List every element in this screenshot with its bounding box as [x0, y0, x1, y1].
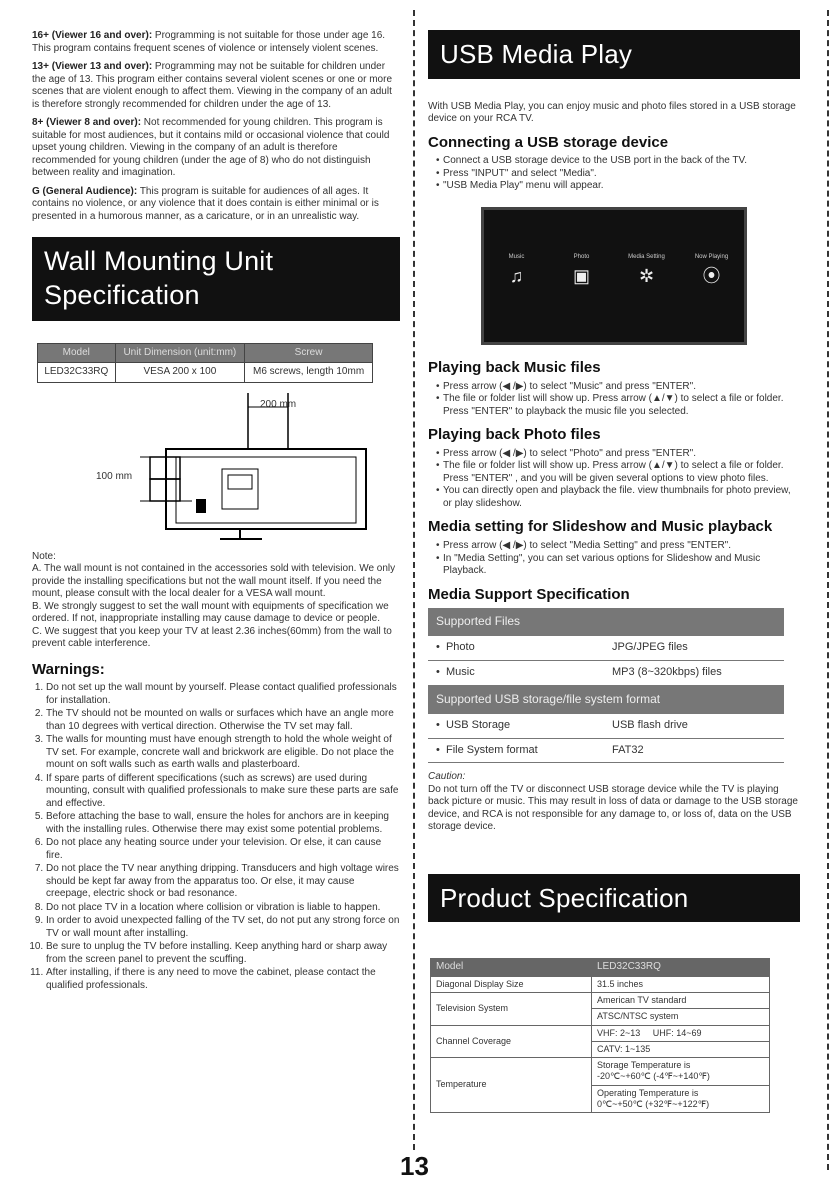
wall-table-cell: M6 screws, length 10mm — [245, 363, 373, 383]
usb-media-play-title: USB Media Play — [428, 30, 800, 79]
setting-item: • Press arrow (◀ /▶) to select "Media Setting" and press "ENTER". — [436, 540, 800, 553]
tv-menu-now-playing: Now Playing ⦿ — [682, 254, 742, 288]
usb-menu-screenshot — [481, 207, 747, 345]
rating-13: 13+ (Viewer 13 and over): Programming may not be suitable for children under the age of 13. This program either contains several violent scenes or one or more scenes that are violent enough to affect them. Viewing in the company of an adult is therefore strongly recommended for children under the age of 13. — [32, 61, 393, 110]
setting-item: • In "Media Setting", you can set various options for Slideshow and Music Playback. — [436, 553, 800, 578]
spec-cell: Storage Temperature is -20℃~+60℃ (-4℉~+140℉) — [592, 1058, 770, 1086]
center-divider — [413, 10, 415, 1150]
spec-cell: Operating Temperature is 0℃~+50℃ (+32℉~+122℉) — [592, 1085, 770, 1113]
right-column — [428, 0, 800, 1113]
warning-item: 8. Do not place TV in a location where collision or vibration is liable to happen. — [46, 902, 400, 915]
supported-files-header: Supported Files — [428, 608, 784, 636]
connect-title: Connecting a USB storage device — [428, 133, 669, 151]
setting-list — [428, 540, 800, 578]
spec-cell: Channel Coverage — [431, 1025, 592, 1058]
support-cell: File System format — [445, 743, 538, 756]
connect-item: • Connect a USB storage device to the USB port in the back of the TV. — [436, 155, 800, 168]
support-cell: JPG/JPEG files — [604, 636, 784, 661]
support-cell: USB flash drive — [604, 713, 784, 738]
page-number: 13 — [400, 1151, 429, 1181]
support-cell: MP3 (8~320kbps) files — [604, 661, 784, 686]
spec-cell: ATSC/NTSC system — [592, 1009, 770, 1025]
caution-label: Caution: — [428, 771, 466, 783]
warning-item: 1. Do not set up the wall mount by yourself. Please contact qualified professionals for installation. — [46, 682, 400, 707]
photo-icon: ▣ — [572, 266, 590, 287]
rating-8: 8+ (Viewer 8 and over): Not recommended for young children. This program is suitable for most audiences, but it contains mild or occasional violence that could upset young children. Viewing in the company of an adult is therefore recommended for young children (under the age of 8) who do not distinguish between reality and imagination. — [32, 117, 390, 178]
connect-item: • "USB Media Play" menu will appear. — [436, 180, 800, 193]
tv-menu-photo: Photo ▣ — [552, 254, 612, 288]
music-list — [428, 381, 800, 419]
wall-table-header: Unit Dimension (unit:mm) — [115, 343, 245, 363]
support-cell: Photo — [445, 641, 475, 654]
usb-intro: With USB Media Play, you can enjoy music and photo files stored in a USB storage device on your RCA TV. — [428, 100, 796, 124]
spec-cell: Model — [431, 959, 592, 977]
note-a: A. The wall mount is not contained in the accessories sold with television. We only provide the installing specifications but not the wall mount itself. If you need the mount, please consult with the local dealer for a VESA wall mount. — [32, 563, 396, 599]
media-support-title: Media Support Specification — [428, 585, 630, 603]
spec-cell: CATV: 1~135 — [592, 1041, 770, 1057]
spec-cell: VHF: 2~13 UHF: 14~69 — [592, 1025, 770, 1041]
wall-table-header: Model — [38, 343, 116, 363]
photo-item: • Press arrow (◀ /▶) to select "Photo" and press "ENTER". — [436, 448, 800, 461]
support-cell: USB Storage — [445, 718, 511, 731]
warning-item: 7. Do not place the TV near anything dripping. Transducers and high voltage wires should be kept far away from the apparatus too. Or else, it may cause creepage, electric shock or bad resonance. — [46, 863, 400, 901]
warnings-title: Warnings: — [32, 660, 105, 678]
media-support-table: Supported Files • Photo JPG/JPEG files • Music MP3 (8~320kbps) files Supported USB storage/file system format • USB Storage USB flash drive • File System format FAT32 — [428, 608, 784, 763]
wall-table-header: Screw — [245, 343, 373, 363]
tv-menu-music: Music ♫ — [487, 254, 547, 288]
gear-icon: ✲ — [638, 266, 655, 287]
caution-text: Do not turn off the TV or disconnect USB storage device while the TV is playing back picture or music. This may result in loss of data or damage to the USB storage device, and RCA is not responsible for any damage to, or loss of, data on the USB storage device. — [428, 783, 798, 833]
music-item: • Press arrow (◀ /▶) to select "Music" and press "ENTER". — [436, 381, 800, 394]
photo-item: • The file or folder list will show up. Press arrow (▲/▼) to select a file or folder. Press "ENTER" , and you will be given several options to view photo files. — [436, 460, 800, 485]
play-icon: ⦿ — [702, 266, 721, 287]
note-label: Note: — [32, 550, 56, 562]
music-title: Playing back Music files — [428, 358, 601, 376]
photo-item: • You can directly open and playback the file. view thumbnails for photo preview, or play slideshow. — [436, 485, 800, 510]
rating-16: 16+ (Viewer 16 and over): Programming is not suitable for those under age 16. This program contains frequent scenes of violence or intensely violent scenes. — [32, 30, 386, 54]
music-icon: ♫ — [509, 266, 524, 287]
rating-g: G (General Audience): This program is suitable for audiences of all ages. It contains no violence, or any violence that it does contain is either minimal or is presented in a humorous manner, as a caricature, or in an unrealistic way. — [32, 185, 379, 222]
note-c: C. We suggest that you keep your TV at least 2.36 inches(60mm) from the wall to prevent cable interference. — [32, 625, 392, 649]
spec-cell: Temperature — [431, 1058, 592, 1113]
spec-cell: Television System — [431, 993, 592, 1026]
left-column — [32, 0, 400, 993]
dim-200-label: 200 mm — [260, 398, 297, 410]
spec-cell: 31.5 inches — [592, 976, 770, 992]
vesa-diagram — [32, 389, 400, 549]
wall-mount-title: Wall Mounting Unit Specification — [32, 237, 400, 321]
warning-item: 3. The walls for mounting must have enough strength to hold the whole weight of TV set. For example, concrete wall and brickwork are eligible. Do not place the mount on soft walls such as earth walls and plasterboard. — [46, 734, 400, 772]
wall-table-cell: VESA 200 x 100 — [115, 363, 245, 383]
right-edge-divider — [827, 10, 829, 1170]
dim-100-label: 100 mm — [96, 470, 133, 482]
music-item: • The file or folder list will show up. Press arrow (▲/▼) to select a file or folder. Press "ENTER" to playback the music file you selected. — [436, 393, 800, 418]
warning-item: 5. Before attaching the base to wall, ensure the holes for anchors are in keeping with the installing rules. Otherwise there may exist some potential problems. — [46, 811, 400, 836]
wall-table-cell: LED32C33RQ — [38, 363, 116, 383]
photo-list — [428, 448, 800, 511]
spec-cell: Diagonal Display Size — [431, 976, 592, 992]
support-cell: FAT32 — [604, 738, 784, 763]
spec-cell: LED32C33RQ — [592, 959, 770, 977]
warning-item: 10. Be sure to unplug the TV before installing. Keep anything hard or sharp away from the screen panel to prevent the scuffing. — [46, 941, 400, 966]
warning-item: 11. After installing, if there is any need to move the cabinet, please contact the qualified professionals. — [46, 967, 400, 992]
warning-item: 9. In order to avoid unexpected falling of the TV set, do not put any strong force on TV or wall mount after installing. — [46, 915, 400, 940]
wall-mount-table — [37, 343, 373, 383]
warnings-list — [32, 682, 400, 992]
connect-list — [428, 155, 800, 193]
tv-menu-setting: Media Setting ✲ — [617, 254, 677, 288]
photo-title: Playing back Photo files — [428, 426, 601, 443]
note-b: B. We strongly suggest to set the wall mount with equipments of specification we ordered. If not, inappropriate installing may cause damage to device or people. — [32, 600, 389, 624]
warning-item: 2. The TV should not be mounted on walls or surfaces which have an angle more than 10 degrees with vertical direction. Otherwise the TV set may fall. — [46, 708, 400, 733]
tv-back-diagram — [32, 389, 392, 549]
warning-item: 4. If spare parts of different specifications (such as screws) are used during mounting, consult with qualified professionals to make sure these parts are safe and effective. — [46, 773, 400, 811]
support-cell: Music — [445, 666, 475, 678]
product-spec-title: Product Specification — [428, 874, 800, 923]
warning-item: 6. Do not place any heating source under your television. Or else, it can cause fire. — [46, 837, 400, 862]
product-spec-table — [430, 958, 770, 1113]
media-setting-title: Media setting for Slideshow and Music playback — [428, 518, 773, 536]
spec-cell: American TV standard — [592, 993, 770, 1009]
supported-usb-header: Supported USB storage/file system format — [428, 685, 784, 713]
connect-item: • Press "INPUT" and select "Media". — [436, 168, 800, 181]
